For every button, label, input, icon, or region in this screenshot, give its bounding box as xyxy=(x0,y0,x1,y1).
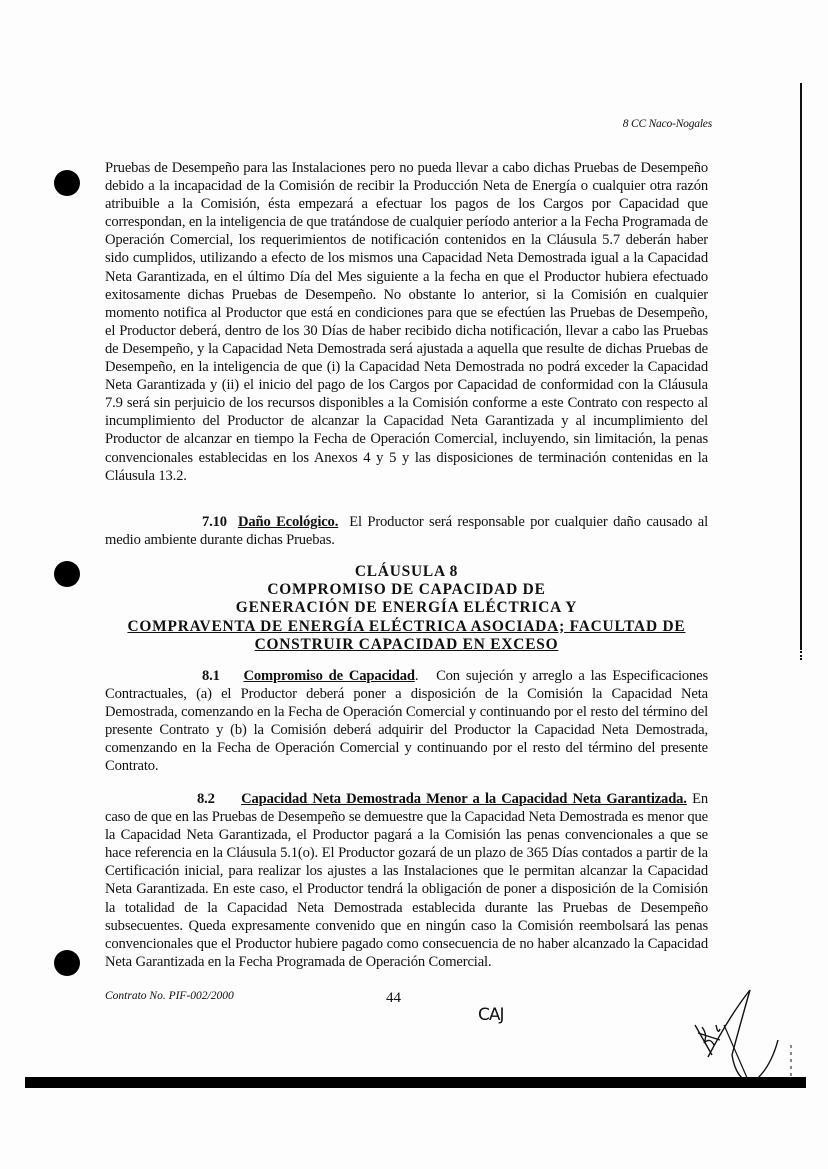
section-title-period: . xyxy=(414,668,419,684)
right-margin-line xyxy=(800,83,802,648)
signature-icon xyxy=(690,985,800,1085)
section-title: Compromiso de Capacidad xyxy=(243,668,415,684)
right-margin-dots xyxy=(800,648,802,660)
section-number: 8.2 xyxy=(197,791,215,807)
clause-heading xyxy=(105,563,708,654)
clause-heading-line: COMPRAVENTA DE ENERGÍA ELÉCTRICA ASOCIADA; FACULTAD DE xyxy=(127,617,686,635)
contract-number: Contrato No. PIF-002/2000 xyxy=(105,990,234,1002)
page-number: 44 xyxy=(386,990,401,1006)
clause-heading-line: COMPROMISO DE CAPACIDAD DE xyxy=(267,581,546,599)
punch-hole xyxy=(54,561,80,587)
punch-hole xyxy=(54,170,80,196)
section-number: 8.1 xyxy=(202,668,220,684)
punch-hole xyxy=(54,950,80,976)
continuation-paragraph: Pruebas de Desempeño para las Instalaciones pero no pueda llevar a cabo dichas Pruebas de Desempeño debido a la incapacidad de la Comisión de recibir la Producción Neta de Energía o cualquier otra razón atribuible a la Comisión, ésta empezará a efectuar los pagos de los Cargos por Capacidad que correspondan, en la inteligencia de que tratándose de cualquier período anterior a la Fecha Programada de Operación Comercial, los requerimientos de notificación contenidos en la Cláusula 5.7 deberán haber sido cumplidos, utilizando a efecto de los mismos una Capacidad Neta Demostrada igual a la Capacidad Neta Garantizada, en el último Día del Mes siguiente a la fecha en que el Productor hubiera efectuado exitosamente dichas Pruebas de Desempeño. No obstante lo anterior, si la Comisión en cualquier momento notifica al Productor que está en condiciones para que se efectúen las Pruebas de Desempeño, el Productor deberá, dentro de los 30 Días de haber recibido dicha notificación, llevar a cabo las Pruebas de Desempeño, y la Capacidad Neta Demostrada será ajustada a aquella que resulte de dichas Pruebas de Desempeño, en la inteligencia de que (i) la Capacidad Neta Demostrada no podrá exceder la Capacidad Neta Garantizada y (ii) el inicio del pago de los Cargos por Capacidad de conformidad con la Cláusula 7.9 será sin perjuicio de los recursos disponibles a la Comisión conforme a este Contrato con respecto al incumplimiento del Productor de alcanzar la Capacidad Neta Garantizada y al incumplimiento del Productor de alcanzar en tiempo la Fecha de Operación Comercial, incluyendo, sin limitación, la penas convencionales establecidas en los Anexos 4 y 5 y las disposiciones de terminación contenidas en la Cláusula 13.2. xyxy=(105,160,708,484)
clause-heading-line: GENERACIÓN DE ENERGÍA ELÉCTRICA Y xyxy=(235,599,578,617)
clause-heading-line: CLÁUSULA 8 xyxy=(354,563,459,580)
section-8-2 xyxy=(105,790,708,971)
section-8-1 xyxy=(105,667,708,776)
section-title: Daño Ecológico. xyxy=(237,514,339,530)
section-7-10 xyxy=(105,513,708,549)
handwritten-initials: CAJ xyxy=(478,1005,504,1025)
section-text: El Productor será responsable por cualquier daño causado al medio ambiente durante dichas Pruebas. xyxy=(105,514,709,549)
scan-edge-bar xyxy=(25,1077,806,1088)
section-title: Capacidad Neta Demostrada Menor a la Capacidad Neta Garantizada. xyxy=(241,791,687,807)
clause-heading-line: CONSTRUIR CAPACIDAD EN EXCESO xyxy=(254,635,559,653)
section-text: Con sujeción y arreglo a las Especificaciones Contractuales, (a) el Productor deberá poner a disposición de la Comisión la Capacidad Neta Demostrada, comenzando en la Fecha de Operación Comercial y continuando por el resto del término del presente Contrato y (b) la Comisión deberá adquirir del Productor la Capacidad Neta Demostrada, comenzando en la Fecha de Operación Comercial y continuando por el resto del término del presente Contrato. xyxy=(105,668,708,775)
section-number: 7.10 xyxy=(202,514,227,530)
header-reference: 8 CC Naco-Nogales xyxy=(622,118,712,130)
section-text: En caso de que en las Pruebas de Desempeño se demuestre que la Capacidad Neta Demostrada es menor que la Capacidad Neta Garantizada, el Productor pagará a la Comisión las penas convencionales a que se hace referencia en la Cláusula 5.1(o). El Productor gozará de un plazo de 365 Días contados a partir de la Certificación inicial, para realizar los ajustes a las Instalaciones que le permitan alcanzar la Capacidad Neta Garantizada. En este caso, el Productor tendrá la obligación de poner a disposición de la Comisión la totalidad de la Capacidad Neta Demostrada establecida durante las Pruebas de Desempeño subsecuentes. Queda expresamente convenido que en ningún caso la Comisión reembolsará las penas convencionales que el Productor hubiere pagado como consecuencia de no haber alcanzado la Capacidad Neta Garantizada en la Fecha Programada de Operación Comercial. xyxy=(105,791,708,970)
